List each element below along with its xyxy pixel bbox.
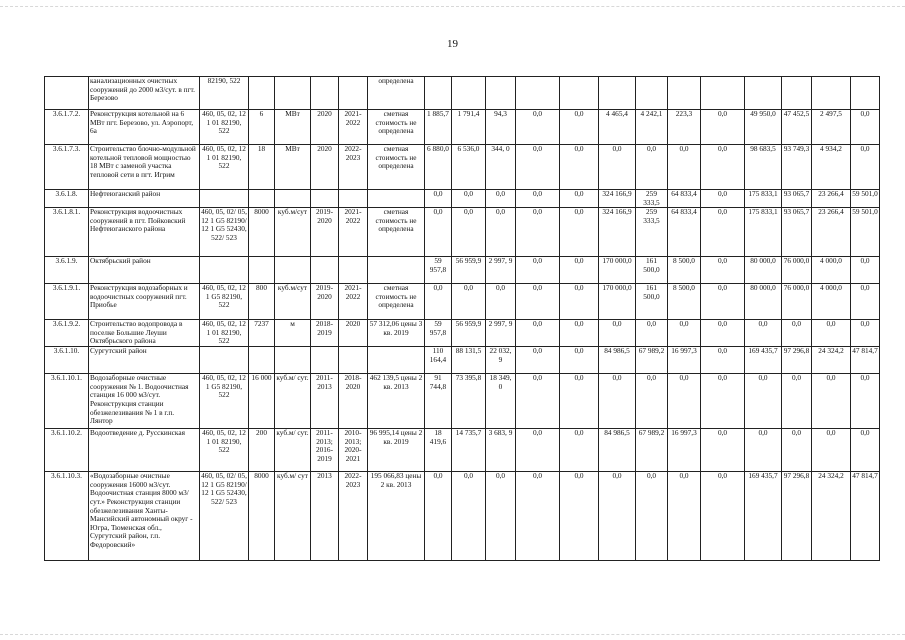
budget-codes-cell (200, 347, 249, 374)
row-id-cell: 3.6.1.8.1. (45, 208, 89, 257)
fin-col-7-cell: 161 500,0 (636, 284, 668, 320)
fin-col-11-cell: 0,0 (782, 374, 812, 429)
estimated-cost-cell: сметная стоимость не определена (368, 284, 425, 320)
fin-col-4-cell: 0,0 (516, 190, 560, 208)
period-start-cell: 2019-2020 (311, 284, 339, 320)
fin-col-13-cell: 59 501,0 (851, 190, 880, 208)
fin-col-3-cell: 2 997, 9 (486, 257, 516, 284)
fin-col-6-cell: 324 166,9 (599, 208, 636, 257)
fin-col-5-cell: 0,0 (560, 208, 599, 257)
fin-col-7-cell: 0,0 (636, 472, 668, 561)
row-id-cell: 3.6.1.10.2. (45, 429, 89, 472)
fin-col-13-cell: 0,0 (851, 320, 880, 347)
fin-col-5-cell: 0,0 (560, 190, 599, 208)
fin-col-11-cell: 97 296,8 (782, 472, 812, 561)
bottom-scan-edge (0, 634, 905, 635)
fin-col-12-cell: 2 497,5 (812, 110, 851, 145)
fin-col-13-cell: 0,0 (851, 110, 880, 145)
fin-col-3-cell: 22 032, 9 (486, 347, 516, 374)
object-name-cell: Строительство блочно-модульной котельной тепловой мощностью 18 МВт с заменой участка тепловой сети в пгт. Игрим (89, 145, 200, 190)
table-body (45, 77, 880, 561)
fin-col-2-cell: 56 959,9 (452, 257, 486, 284)
page-number: 19 (447, 38, 458, 50)
table-row (45, 320, 880, 347)
fin-col-8-cell: 0,0 (668, 320, 701, 347)
fin-col-4-cell: 0,0 (516, 472, 560, 561)
fin-col-4-cell: 0,0 (516, 320, 560, 347)
table-row (45, 374, 880, 429)
fin-col-1-cell: 18 419,6 (425, 429, 452, 472)
table-row (45, 110, 880, 145)
estimated-cost-cell: сметная стоимость не определена (368, 145, 425, 190)
fin-col-10-cell: 49 950,0 (745, 110, 782, 145)
fin-col-9-cell: 0,0 (701, 347, 745, 374)
capacity-cell: 6 (249, 110, 275, 145)
budget-codes-cell: 460, 05, 02, 12 1 01 82190, 522 (200, 110, 249, 145)
capacity-unit-cell: куб.м/ сут. (275, 429, 311, 472)
fin-col-1-cell: 0,0 (425, 472, 452, 561)
fin-col-3-cell: 344, 0 (486, 145, 516, 190)
capacity-unit-cell: куб.м/ сут. (275, 374, 311, 429)
period-end-cell: 2010-2013; 2020-2021 (339, 429, 368, 472)
fin-col-10-cell: 80 000,0 (745, 284, 782, 320)
fin-col-7-cell: 161 500,0 (636, 257, 668, 284)
fin-col-12-cell: 4 000,0 (812, 257, 851, 284)
period-end-cell: 2022-2023 (339, 472, 368, 561)
fin-col-10-cell: 0,0 (745, 320, 782, 347)
fin-col-11-cell: 47 452,5 (782, 110, 812, 145)
estimated-cost-cell (368, 257, 425, 284)
fin-col-4-cell: 0,0 (516, 429, 560, 472)
fin-col-12-cell: 4 934,2 (812, 145, 851, 190)
fin-col-5-cell: 0,0 (560, 347, 599, 374)
period-start-cell: 2020 (311, 110, 339, 145)
fin-col-9-cell: 0,0 (701, 429, 745, 472)
capacity-cell: 200 (249, 429, 275, 472)
fin-col-3-cell: 94,3 (486, 110, 516, 145)
budget-codes-cell: 460, 05, 02, 12 1 01 82190, 522 (200, 320, 249, 347)
budget-codes-cell: 460, 05, 02, 12 1 01 82190, 522 (200, 145, 249, 190)
fin-col-7-cell: 259 333,5 (636, 208, 668, 257)
estimated-cost-cell: 57 312,06 цены 3 кв. 2019 (368, 320, 425, 347)
fin-col-4-cell: 0,0 (516, 257, 560, 284)
fin-col-8-cell: 16 997,3 (668, 347, 701, 374)
object-name-cell: Водоотведение д. Русскинская (89, 429, 200, 472)
fin-col-2-cell: 14 735,7 (452, 429, 486, 472)
fin-col-1-cell: 59 957,8 (425, 257, 452, 284)
object-name-cell: Октябрьский район (89, 257, 200, 284)
budget-codes-cell: 460, 05, 02/ 05, 12 1 G5 82190/ 12 1 G5 52430, 522/ 523 (200, 208, 249, 257)
fin-col-1-cell: 6 880,0 (425, 145, 452, 190)
period-end-cell (339, 347, 368, 374)
fin-col-3-cell (486, 77, 516, 110)
fin-col-11-cell: 0,0 (782, 429, 812, 472)
period-end-cell: 2021-2022 (339, 208, 368, 257)
fin-col-11-cell: 0,0 (782, 320, 812, 347)
top-scan-edge (0, 6, 905, 7)
fin-col-5-cell: 0,0 (560, 257, 599, 284)
fin-col-1-cell: 0,0 (425, 190, 452, 208)
fin-col-11-cell (782, 77, 812, 110)
fin-col-8-cell: 0,0 (668, 145, 701, 190)
row-id-cell: 3.6.1.9. (45, 257, 89, 284)
capacity-cell: 7237 (249, 320, 275, 347)
fin-col-4-cell: 0,0 (516, 145, 560, 190)
fin-col-7-cell: 259 333,5 (636, 190, 668, 208)
estimated-cost-cell: 462 139,5 цены 2 кв. 2013 (368, 374, 425, 429)
period-start-cell (311, 190, 339, 208)
capacity-cell: 8000 (249, 208, 275, 257)
fin-col-7-cell: 0,0 (636, 145, 668, 190)
fin-col-6-cell: 170 000,0 (599, 284, 636, 320)
fin-col-8-cell: 8 500,0 (668, 257, 701, 284)
period-start-cell: 2018-2019 (311, 320, 339, 347)
object-name-cell: Сургутский район (89, 347, 200, 374)
capacity-unit-cell (275, 257, 311, 284)
capacity-unit-cell: куб.м/сут (275, 284, 311, 320)
fin-col-4-cell: 0,0 (516, 110, 560, 145)
fin-col-12-cell: 0,0 (812, 320, 851, 347)
fin-col-6-cell: 170 000,0 (599, 257, 636, 284)
fin-col-3-cell: 18 349, 0 (486, 374, 516, 429)
capacity-cell (249, 77, 275, 110)
row-id-cell: 3.6.1.10. (45, 347, 89, 374)
period-start-cell: 2013 (311, 472, 339, 561)
table-row (45, 284, 880, 320)
fin-col-7-cell: 0,0 (636, 374, 668, 429)
fin-col-9-cell (701, 77, 745, 110)
fin-col-13-cell: 0,0 (851, 257, 880, 284)
object-name-cell: Реконструкция котельной на 6 МВт пгт. Березово, ул. Аэропорт, 6а (89, 110, 200, 145)
fin-col-12-cell: 4 000,0 (812, 284, 851, 320)
capacity-unit-cell (275, 347, 311, 374)
period-end-cell: 2018-2020 (339, 374, 368, 429)
fin-col-13-cell: 0,0 (851, 374, 880, 429)
fin-col-5-cell: 0,0 (560, 110, 599, 145)
table-row (45, 145, 880, 190)
fin-col-10-cell (745, 77, 782, 110)
capacity-cell: 8000 (249, 472, 275, 561)
fin-col-2-cell: 0,0 (452, 284, 486, 320)
fin-col-11-cell: 76 000,0 (782, 257, 812, 284)
fin-col-13-cell: 0,0 (851, 145, 880, 190)
fin-col-3-cell: 0,0 (486, 190, 516, 208)
budget-codes-cell: 460, 05, 02/ 05, 12 1 G5 82190/ 12 1 G5 52430, 522/ 523 (200, 472, 249, 561)
table-row (45, 77, 880, 110)
fin-col-6-cell: 84 986,5 (599, 347, 636, 374)
period-start-cell (311, 257, 339, 284)
row-id-cell: 3.6.1.10.3. (45, 472, 89, 561)
fin-col-8-cell: 64 833,4 (668, 208, 701, 257)
fin-col-1-cell: 1 885,7 (425, 110, 452, 145)
estimated-cost-cell: 96 995,14 цены 2 кв. 2019 (368, 429, 425, 472)
fin-col-10-cell: 0,0 (745, 374, 782, 429)
row-id-cell: 3.6.1.8. (45, 190, 89, 208)
capacity-cell (249, 190, 275, 208)
fin-col-2-cell: 73 395,8 (452, 374, 486, 429)
object-name-cell: канализационных очистных сооружений до 2000 м3/сут. в пгт. Березово (89, 77, 200, 110)
capacity-cell: 800 (249, 284, 275, 320)
fin-col-8-cell: 0,0 (668, 472, 701, 561)
fin-col-8-cell (668, 77, 701, 110)
table-row (45, 429, 880, 472)
fin-col-8-cell: 0,0 (668, 374, 701, 429)
fin-col-9-cell: 0,0 (701, 208, 745, 257)
period-start-cell: 2011-2013; 2016-2019 (311, 429, 339, 472)
fin-col-9-cell: 0,0 (701, 110, 745, 145)
fin-col-6-cell: 0,0 (599, 145, 636, 190)
fin-col-7-cell: 67 989,2 (636, 347, 668, 374)
period-start-cell: 2020 (311, 145, 339, 190)
period-start-cell (311, 347, 339, 374)
fin-col-1-cell: 59 957,8 (425, 320, 452, 347)
fin-col-6-cell: 84 986,5 (599, 429, 636, 472)
object-name-cell: Водозаборные очистные сооружения № 1. Водоочистная станция 16 000 м3/сут. Реконструкция станции обезжелезивания № 1 в г.п. Лянтор (89, 374, 200, 429)
fin-col-2-cell (452, 77, 486, 110)
object-name-cell: «Водозаборные очистные сооружения 16000 м3/сут. Водоочистная станция 8000 м3/сут.» Реконструкция станции обезжелезивания Ханты-Мансийский автономный округ - Югра, Тюменская обл., Сургутский район, г.п. Федоровский» (89, 472, 200, 561)
fin-col-7-cell: 0,0 (636, 320, 668, 347)
fin-col-13-cell: 47 814,7 (851, 347, 880, 374)
capacity-unit-cell (275, 190, 311, 208)
fin-col-5-cell: 0,0 (560, 284, 599, 320)
fin-col-1-cell: 0,0 (425, 208, 452, 257)
period-end-cell: 2020 (339, 320, 368, 347)
fin-col-4-cell: 0,0 (516, 208, 560, 257)
fin-col-4-cell: 0,0 (516, 374, 560, 429)
fin-col-3-cell: 0,0 (486, 472, 516, 561)
fin-col-6-cell: 0,0 (599, 374, 636, 429)
table-row (45, 208, 880, 257)
table-row (45, 472, 880, 561)
fin-col-3-cell: 3 683, 9 (486, 429, 516, 472)
budget-codes-cell: 460, 05, 02, 12 1 01 82190, 522 (200, 429, 249, 472)
fin-col-2-cell: 0,0 (452, 190, 486, 208)
fin-col-9-cell: 0,0 (701, 320, 745, 347)
fin-col-7-cell (636, 77, 668, 110)
capacity-cell: 16 000 (249, 374, 275, 429)
fin-col-1-cell: 91 744,8 (425, 374, 452, 429)
fin-col-5-cell: 0,0 (560, 429, 599, 472)
row-id-cell: 3.6.1.7.2. (45, 110, 89, 145)
investment-table (44, 76, 880, 561)
period-end-cell: 2021-2022 (339, 110, 368, 145)
estimated-cost-cell: 195 066,83 цены 2 кв. 2013 (368, 472, 425, 561)
fin-col-9-cell: 0,0 (701, 145, 745, 190)
fin-col-13-cell: 59 501,0 (851, 208, 880, 257)
capacity-unit-cell: м (275, 320, 311, 347)
capacity-unit-cell (275, 77, 311, 110)
capacity-cell (249, 257, 275, 284)
table-row (45, 257, 880, 284)
fin-col-13-cell: 0,0 (851, 429, 880, 472)
fin-col-10-cell: 98 683,5 (745, 145, 782, 190)
fin-col-6-cell: 0,0 (599, 472, 636, 561)
capacity-unit-cell: МВт (275, 145, 311, 190)
budget-codes-cell (200, 190, 249, 208)
row-id-cell: 3.6.1.7.3. (45, 145, 89, 190)
fin-col-3-cell: 0,0 (486, 208, 516, 257)
fin-col-12-cell (812, 77, 851, 110)
fin-col-9-cell: 0,0 (701, 257, 745, 284)
budget-codes-cell: 82190, 522 (200, 77, 249, 110)
fin-col-11-cell: 93 065,7 (782, 190, 812, 208)
period-end-cell: 2022-2023 (339, 145, 368, 190)
fin-col-8-cell: 223,3 (668, 110, 701, 145)
fin-col-3-cell: 2 997, 9 (486, 320, 516, 347)
fin-col-2-cell: 88 131,5 (452, 347, 486, 374)
fin-col-10-cell: 80 000,0 (745, 257, 782, 284)
capacity-cell (249, 347, 275, 374)
fin-col-11-cell: 97 296,8 (782, 347, 812, 374)
fin-col-4-cell (516, 77, 560, 110)
row-id-cell: 3.6.1.9.1. (45, 284, 89, 320)
fin-col-8-cell: 8 500,0 (668, 284, 701, 320)
fin-col-1-cell: 0,0 (425, 284, 452, 320)
fin-col-3-cell: 0,0 (486, 284, 516, 320)
fin-col-13-cell: 47 814,7 (851, 472, 880, 561)
fin-col-6-cell: 324 166,9 (599, 190, 636, 208)
period-start-cell (311, 77, 339, 110)
fin-col-7-cell: 67 989,2 (636, 429, 668, 472)
fin-col-11-cell: 93 749,3 (782, 145, 812, 190)
fin-col-6-cell (599, 77, 636, 110)
fin-col-8-cell: 16 997,3 (668, 429, 701, 472)
fin-col-8-cell: 64 833,4 (668, 190, 701, 208)
fin-col-6-cell: 4 465,4 (599, 110, 636, 145)
period-end-cell (339, 77, 368, 110)
capacity-unit-cell: куб.м/сут (275, 208, 311, 257)
object-name-cell: Нефтеюганский район (89, 190, 200, 208)
capacity-unit-cell: МВт (275, 110, 311, 145)
fin-col-12-cell: 0,0 (812, 374, 851, 429)
fin-col-9-cell: 0,0 (701, 472, 745, 561)
row-id-cell: 3.6.1.10.1. (45, 374, 89, 429)
period-start-cell: 2011-2013 (311, 374, 339, 429)
fin-col-12-cell: 24 324,2 (812, 472, 851, 561)
fin-col-4-cell: 0,0 (516, 284, 560, 320)
estimated-cost-cell (368, 190, 425, 208)
row-id-cell (45, 77, 89, 110)
table-row (45, 190, 880, 208)
period-end-cell (339, 190, 368, 208)
fin-col-2-cell: 1 791,4 (452, 110, 486, 145)
fin-col-5-cell: 0,0 (560, 472, 599, 561)
estimated-cost-cell: сметная стоимость не определена (368, 208, 425, 257)
fin-col-2-cell: 6 536,0 (452, 145, 486, 190)
budget-codes-cell: 460, 05, 02, 12 1 G5 82190, 522 (200, 374, 249, 429)
fin-col-11-cell: 76 000,0 (782, 284, 812, 320)
fin-col-10-cell: 175 833,1 (745, 208, 782, 257)
object-name-cell: Реконструкция водозаборных и водоочистных сооружений пгт. Приобье (89, 284, 200, 320)
fin-col-2-cell: 0,0 (452, 472, 486, 561)
fin-col-2-cell: 0,0 (452, 208, 486, 257)
period-end-cell (339, 257, 368, 284)
fin-col-1-cell: 110 164,4 (425, 347, 452, 374)
fin-col-10-cell: 169 435,7 (745, 472, 782, 561)
fin-col-13-cell (851, 77, 880, 110)
fin-col-9-cell: 0,0 (701, 190, 745, 208)
table-row (45, 347, 880, 374)
fin-col-12-cell: 0,0 (812, 429, 851, 472)
fin-col-5-cell: 0,0 (560, 374, 599, 429)
estimated-cost-cell (368, 347, 425, 374)
fin-col-4-cell: 0,0 (516, 347, 560, 374)
row-id-cell: 3.6.1.9.2. (45, 320, 89, 347)
fin-col-12-cell: 23 266,4 (812, 208, 851, 257)
period-end-cell: 2021-2022 (339, 284, 368, 320)
fin-col-5-cell: 0,0 (560, 320, 599, 347)
fin-col-5-cell (560, 77, 599, 110)
budget-codes-cell (200, 257, 249, 284)
fin-col-10-cell: 169 435,7 (745, 347, 782, 374)
fin-col-1-cell (425, 77, 452, 110)
estimated-cost-cell: определена (368, 77, 425, 110)
period-start-cell: 2019-2020 (311, 208, 339, 257)
fin-col-9-cell: 0,0 (701, 284, 745, 320)
fin-col-6-cell: 0,0 (599, 320, 636, 347)
fin-col-11-cell: 93 065,7 (782, 208, 812, 257)
fin-col-12-cell: 24 324,2 (812, 347, 851, 374)
fin-col-10-cell: 0,0 (745, 429, 782, 472)
estimated-cost-cell: сметная стоимость не определена (368, 110, 425, 145)
fin-col-5-cell: 0,0 (560, 145, 599, 190)
fin-col-13-cell: 0,0 (851, 284, 880, 320)
fin-col-12-cell: 23 266,4 (812, 190, 851, 208)
capacity-unit-cell: куб.м/ сут (275, 472, 311, 561)
capacity-cell: 18 (249, 145, 275, 190)
budget-codes-cell: 460, 05, 02, 12 1 G5 82190, 522 (200, 284, 249, 320)
object-name-cell: Строительство водопровода в поселке Большие Леуши Октябрьского района (89, 320, 200, 347)
fin-col-2-cell: 56 959,9 (452, 320, 486, 347)
fin-col-10-cell: 175 833,1 (745, 190, 782, 208)
fin-col-9-cell: 0,0 (701, 374, 745, 429)
fin-col-7-cell: 4 242,1 (636, 110, 668, 145)
object-name-cell: Реконструкция водоочистных сооружений в пгт. Пойковский Нефтеюганского района (89, 208, 200, 257)
